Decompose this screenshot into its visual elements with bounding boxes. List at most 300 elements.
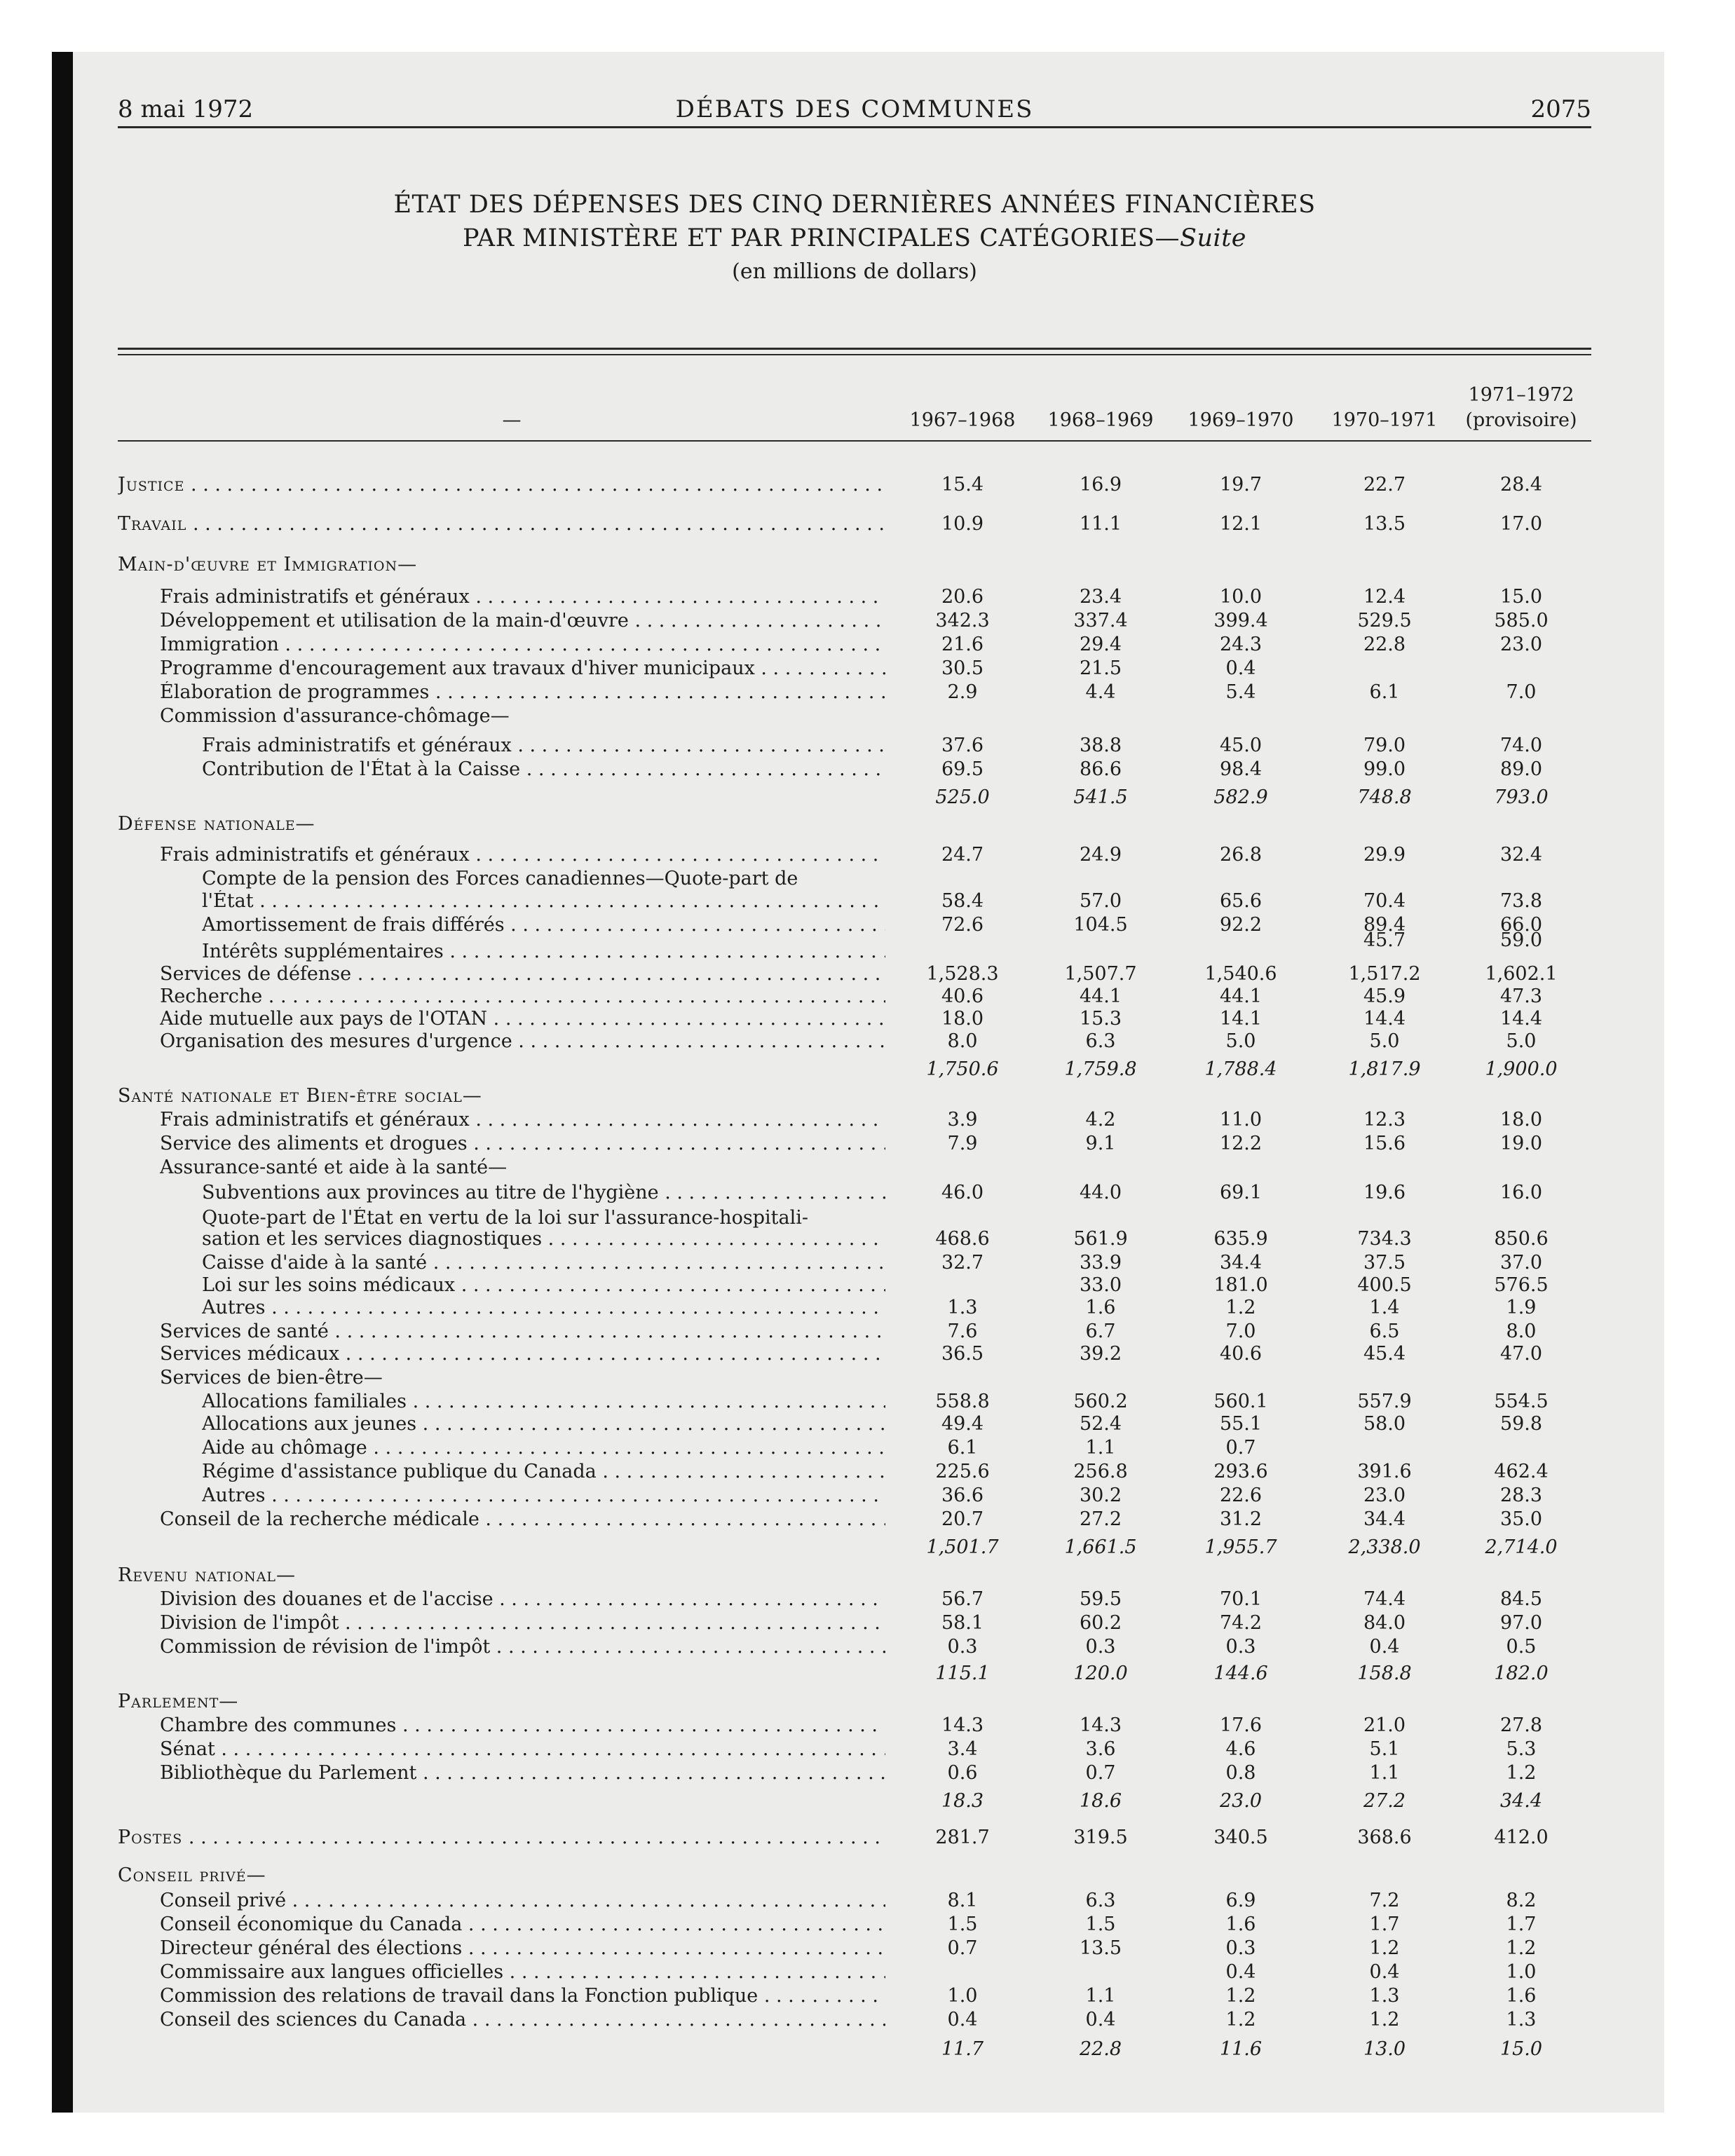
value-cell: 23.4: [1079, 586, 1122, 608]
value-cell: 225.6: [935, 1461, 990, 1482]
table-row: [118, 868, 1591, 890]
value-cell: 1.5: [1085, 1913, 1116, 1935]
value-cell: 144.6: [1213, 1663, 1268, 1684]
table-row: [118, 1321, 1591, 1343]
value-cell: 16.9: [1079, 474, 1122, 496]
value-cell: 1.3: [1506, 2009, 1537, 2031]
value-cell: 33.0: [1079, 1274, 1122, 1296]
col-header-1971: 1971–1972: [1468, 384, 1574, 406]
value-cell: 5.4: [1225, 681, 1256, 703]
value-cell: 412.0: [1494, 1827, 1549, 1848]
table-row: [118, 657, 1591, 680]
value-cell: 399.4: [1213, 610, 1268, 632]
title-subtitle: (en millions de dollars): [732, 259, 977, 284]
row-label: Aide au chômage . . .: [202, 1437, 885, 1459]
value-cell: 1,528.3: [926, 963, 999, 985]
department-heading: Revenu national—: [118, 1564, 297, 1586]
value-cell: 560.1: [1213, 1391, 1268, 1412]
value-cell: 49.4: [941, 1413, 984, 1435]
table-row: [118, 1636, 1591, 1658]
value-cell: 23.0: [1219, 1790, 1263, 1812]
value-cell: 84.0: [1363, 1612, 1406, 1634]
table-title: [118, 188, 1591, 289]
department-heading: Travail . . .: [118, 513, 885, 535]
department-heading: Conseil privé—: [118, 1864, 266, 1886]
value-cell: 9.1: [1085, 1133, 1116, 1154]
value-cell: 21.5: [1079, 657, 1122, 679]
value-cell: 2.9: [947, 681, 978, 703]
value-cell: 30.2: [1079, 1485, 1122, 1506]
row-label: Frais administratifs et généraux . . .: [202, 735, 885, 757]
value-cell: 99.0: [1363, 758, 1406, 780]
value-cell: 18.6: [1079, 1790, 1122, 1812]
value-cell: 2,714.0: [1485, 1536, 1558, 1558]
table-row: [118, 1157, 1591, 1179]
value-cell: 34.4: [1363, 1508, 1406, 1530]
value-cell: 86.6: [1079, 758, 1122, 780]
row-label: Assurance-santé et aide à la santé—: [160, 1157, 508, 1178]
table-row: [118, 634, 1591, 656]
value-cell: 26.8: [1219, 844, 1263, 866]
title-line-2: [118, 221, 1591, 255]
table-row: [118, 1937, 1591, 1960]
department-heading: Défense nationale—: [118, 813, 315, 835]
value-cell: 1,900.0: [1485, 1058, 1558, 1080]
value-cell: 79.0: [1363, 735, 1406, 756]
value-cell: 37.0: [1499, 1252, 1543, 1274]
value-cell: 14.1: [1219, 1008, 1263, 1030]
table-row: [118, 705, 1591, 728]
value-cell: 525.0: [935, 786, 990, 808]
value-cell: 0.4: [1369, 1636, 1400, 1658]
value-cell: 19.0: [1499, 1133, 1543, 1154]
value-cell: 22.8: [1079, 2038, 1122, 2060]
value-cell: 59.8: [1499, 1413, 1543, 1435]
value-cell: 59.0: [1499, 929, 1543, 951]
value-cell: 12.4: [1363, 586, 1406, 608]
table-row: [118, 813, 1591, 835]
row-label: Organisation des mesures d'urgence . . .: [160, 1030, 885, 1053]
col-header-provisional-note: (provisoire): [1465, 409, 1577, 431]
value-cell: 15.0: [1499, 586, 1543, 608]
value-cell: 0.4: [1085, 2009, 1116, 2031]
row-label: Régime d'assistance publique du Canada . . .: [202, 1461, 885, 1483]
row-label: Frais administratifs et généraux . . .: [160, 586, 885, 608]
value-cell: 74.4: [1363, 1588, 1406, 1610]
value-cell: 0.6: [947, 1762, 978, 1784]
value-cell: 0.5: [1506, 1636, 1537, 1658]
value-cell: 59.5: [1079, 1588, 1122, 1610]
value-cell: 6.1: [947, 1437, 978, 1459]
value-cell: 14.3: [941, 1714, 984, 1736]
value-cell: 391.6: [1357, 1461, 1412, 1482]
value-cell: 1,501.7: [926, 1536, 999, 1558]
department-heading: Postes . . .: [118, 1827, 885, 1849]
table-row: [118, 758, 1591, 781]
value-cell: 0.7: [1085, 1762, 1116, 1784]
value-cell: 57.0: [1079, 890, 1122, 912]
value-cell: 28.3: [1499, 1485, 1543, 1506]
table-row: [118, 1738, 1591, 1761]
row-label: Amortissement de frais différés . . .: [202, 914, 885, 936]
row-label: Services de bien-être—: [160, 1367, 383, 1389]
table-row: [118, 890, 1591, 913]
table-row: [118, 1085, 1591, 1107]
value-cell: 554.5: [1494, 1391, 1549, 1412]
value-cell: 4.4: [1085, 681, 1116, 703]
row-label: Élaboration de programmes . . .: [160, 681, 885, 704]
row-label: Directeur général des élections . . .: [160, 1937, 885, 1960]
value-cell: 13.0: [1363, 2038, 1406, 2060]
value-cell: 18.3: [941, 1790, 984, 1812]
row-label: Commission des relations de travail dans la Fonction publique . . .: [160, 1985, 885, 2007]
subtotal-row: [118, 1536, 1591, 1559]
row-label: Contribution de l'État à la Caisse . . .: [202, 758, 885, 781]
value-cell: 40.6: [1219, 1343, 1263, 1365]
value-cell: 33.9: [1079, 1252, 1122, 1274]
row-label: Bibliothèque du Parlement . . .: [160, 1762, 885, 1785]
value-cell: 22.6: [1219, 1485, 1263, 1506]
value-cell: 3.4: [947, 1738, 978, 1760]
value-cell: 0.3: [1085, 1636, 1116, 1658]
value-cell: 342.3: [935, 610, 990, 632]
table-row: [118, 1133, 1591, 1155]
table-row: [118, 610, 1591, 632]
row-label: Recherche . . .: [160, 985, 885, 1008]
value-cell: 70.4: [1363, 890, 1406, 912]
table-row: [118, 1985, 1591, 2007]
table-row: [118, 1961, 1591, 1984]
table-row: [118, 1762, 1591, 1785]
title-suite: Suite: [1180, 224, 1247, 252]
table-row: [118, 1252, 1591, 1274]
value-cell: 5.1: [1369, 1738, 1400, 1760]
value-cell: 32.4: [1499, 844, 1543, 866]
subtotal-row: [118, 1663, 1591, 1685]
row-label: Conseil des sciences du Canada . . .: [160, 2009, 885, 2031]
row-label: Intérêts supplémentaires . . .: [202, 941, 885, 963]
row-label: Allocations aux jeunes . . .: [202, 1413, 885, 1435]
table-row: [118, 1413, 1591, 1435]
value-cell: 15.3: [1079, 1008, 1122, 1030]
value-cell: 0.4: [1225, 657, 1256, 679]
value-cell: 6.1: [1369, 681, 1400, 703]
value-cell: 29.9: [1363, 844, 1406, 866]
value-cell: 1,661.5: [1064, 1536, 1137, 1558]
value-cell: 748.8: [1357, 786, 1412, 808]
value-cell: 340.5: [1213, 1827, 1268, 1848]
value-cell: 1.0: [947, 1985, 978, 2007]
value-cell: 1.7: [1369, 1913, 1400, 1935]
running-head-date: 8 mai 1972: [118, 95, 254, 123]
value-cell: 1.1: [1369, 1762, 1400, 1784]
value-cell: 1.2: [1506, 1762, 1537, 1784]
value-cell: 70.1: [1219, 1588, 1263, 1610]
value-cell: 45.7: [1363, 929, 1406, 951]
value-cell: 19.7: [1219, 474, 1263, 496]
table-row: [118, 1109, 1591, 1131]
value-cell: 34.4: [1219, 1252, 1263, 1274]
value-cell: 8.0: [947, 1030, 978, 1052]
value-cell: 256.8: [1073, 1461, 1128, 1482]
value-cell: 1.2: [1225, 2009, 1256, 2031]
value-cell: 34.4: [1499, 1790, 1543, 1812]
table-row: [118, 1485, 1591, 1507]
row-label: Commission d'assurance-chômage—: [160, 705, 510, 727]
value-cell: 37.6: [941, 735, 984, 756]
value-cell: 29.4: [1079, 634, 1122, 655]
value-cell: 47.3: [1499, 985, 1543, 1007]
value-cell: 293.6: [1213, 1461, 1268, 1482]
value-cell: 44.0: [1079, 1182, 1122, 1203]
value-cell: 793.0: [1494, 786, 1549, 808]
value-cell: 181.0: [1213, 1274, 1268, 1296]
value-cell: 11.7: [941, 2038, 984, 2060]
value-cell: 0.3: [1225, 1937, 1256, 1959]
department-heading: Justice . . .: [118, 474, 885, 496]
value-cell: 60.2: [1079, 1612, 1122, 1634]
value-cell: 30.5: [941, 657, 984, 679]
value-cell: 15.6: [1363, 1133, 1406, 1154]
value-cell: 98.4: [1219, 758, 1263, 780]
row-label: Services de santé . . .: [160, 1321, 885, 1343]
value-cell: 120.0: [1073, 1663, 1128, 1684]
value-cell: 52.4: [1079, 1413, 1122, 1435]
value-cell: 44.1: [1219, 985, 1263, 1007]
value-cell: 10.9: [941, 513, 984, 535]
value-cell: 36.6: [941, 1485, 984, 1506]
row-label: Immigration . . .: [160, 634, 885, 656]
value-cell: 12.3: [1363, 1109, 1406, 1131]
value-cell: 38.8: [1079, 735, 1122, 756]
value-cell: 1,602.1: [1485, 963, 1558, 985]
table-row: [118, 941, 1591, 963]
value-cell: 5.0: [1369, 1030, 1400, 1052]
value-cell: 74.2: [1219, 1612, 1263, 1634]
value-cell: 7.0: [1225, 1321, 1256, 1342]
table-row: [118, 513, 1591, 535]
row-label: Conseil économique du Canada . . .: [160, 1913, 885, 1936]
value-cell: 24.3: [1219, 634, 1263, 655]
value-cell: 89.0: [1499, 758, 1543, 780]
table-row: [118, 963, 1591, 985]
value-cell: 1,759.8: [1064, 1058, 1137, 1080]
value-cell: 66.0: [1499, 914, 1543, 936]
title-line-2-main: PAR MINISTÈRE ET PAR PRINCIPALES CATÉGORIES—: [462, 224, 1181, 252]
value-cell: 561.9: [1073, 1228, 1128, 1250]
row-label: Allocations familiales . . .: [202, 1391, 885, 1413]
value-cell: 1,540.6: [1204, 963, 1277, 985]
value-cell: 31.2: [1219, 1508, 1263, 1530]
value-cell: 89.4: [1363, 914, 1406, 936]
value-cell: 17.6: [1219, 1714, 1263, 1736]
table-row: [118, 554, 1591, 576]
value-cell: 14.4: [1499, 1008, 1543, 1030]
table-top-rule: [118, 348, 1591, 350]
value-cell: 319.5: [1073, 1827, 1128, 1848]
row-label: Division des douanes et de l'accise . . .: [160, 1588, 885, 1611]
row-label: Sénat . . .: [160, 1738, 885, 1761]
value-cell: 1,750.6: [926, 1058, 999, 1080]
row-label: Aide mutuelle aux pays de l'OTAN . . .: [160, 1008, 885, 1030]
value-cell: 27.2: [1363, 1790, 1406, 1812]
value-cell: 14.3: [1079, 1714, 1122, 1736]
row-label: Services médicaux . . .: [160, 1343, 885, 1365]
value-cell: 558.8: [935, 1391, 990, 1412]
row-label: Commission de révision de l'impôt . . .: [160, 1636, 885, 1658]
value-cell: 0.4: [1369, 1961, 1400, 1983]
value-cell: 23.0: [1363, 1485, 1406, 1506]
value-cell: 0.3: [947, 1636, 978, 1658]
value-cell: 541.5: [1073, 786, 1128, 808]
value-cell: 72.6: [941, 914, 984, 936]
row-label: l'État . . .: [202, 890, 885, 913]
value-cell: 5.0: [1225, 1030, 1256, 1052]
row-label: Compte de la pension des Forces canadiennes—Quote-part de: [202, 868, 798, 889]
value-cell: 23.0: [1499, 634, 1543, 655]
value-cell: 1.9: [1506, 1297, 1537, 1318]
value-cell: 15.4: [941, 474, 984, 496]
table-row: [118, 1182, 1591, 1204]
table-row: [118, 1588, 1591, 1611]
row-label: Service des aliments et drogues . . .: [160, 1133, 885, 1155]
value-cell: 5.3: [1506, 1738, 1537, 1760]
value-cell: 0.7: [1225, 1437, 1256, 1459]
value-cell: 0.7: [947, 1937, 978, 1959]
row-label: Conseil privé . . .: [160, 1890, 885, 1912]
value-cell: 73.8: [1499, 890, 1543, 912]
value-cell: 47.0: [1499, 1343, 1543, 1365]
value-cell: 104.5: [1073, 914, 1128, 936]
value-cell: 27.2: [1079, 1508, 1122, 1530]
value-cell: 7.2: [1369, 1890, 1400, 1911]
value-cell: 1.2: [1225, 1985, 1256, 2007]
value-cell: 74.0: [1499, 735, 1543, 756]
col-header-1970: 1970–1971: [1331, 409, 1438, 431]
value-cell: 58.0: [1363, 1413, 1406, 1435]
value-cell: 8.1: [947, 1890, 978, 1911]
header-bottom-rule: [118, 440, 1591, 442]
row-label: Quote-part de l'État en vertu de la loi sur l'assurance-hospitali-: [202, 1207, 808, 1229]
value-cell: 1.2: [1369, 2009, 1400, 2031]
table-row: [118, 1691, 1591, 1713]
subtotal-row: [118, 786, 1591, 809]
value-cell: 28.4: [1499, 474, 1543, 496]
value-cell: 0.4: [947, 2009, 978, 2031]
value-cell: 55.1: [1219, 1413, 1263, 1435]
row-label: Frais administratifs et généraux . . .: [160, 844, 885, 866]
value-cell: 8.2: [1506, 1890, 1537, 1911]
row-label: Loi sur les soins médicaux . . .: [202, 1274, 885, 1297]
value-cell: 92.2: [1219, 914, 1263, 936]
value-cell: 6.5: [1369, 1321, 1400, 1342]
row-label: Subventions aux provinces au titre de l'hygiène . . .: [202, 1182, 885, 1204]
value-cell: 0.3: [1225, 1636, 1256, 1658]
col-header-1967: 1967–1968: [909, 409, 1016, 431]
row-label: Commissaire aux langues officielles . . .: [160, 1961, 885, 1984]
table-row: [118, 735, 1591, 757]
value-cell: 58.4: [941, 890, 984, 912]
value-cell: 6.3: [1085, 1890, 1116, 1911]
table-row: [118, 1564, 1591, 1587]
value-cell: 56.7: [941, 1588, 984, 1610]
value-cell: 69.5: [941, 758, 984, 780]
table-row: [118, 1890, 1591, 1912]
running-head: [118, 90, 1591, 128]
value-cell: 40.6: [941, 985, 984, 1007]
value-cell: 46.0: [941, 1182, 984, 1203]
value-cell: 182.0: [1494, 1663, 1549, 1684]
table-row: [118, 1508, 1591, 1531]
row-label: Conseil de la recherche médicale . . .: [160, 1508, 885, 1531]
value-cell: 1,817.9: [1348, 1058, 1421, 1080]
value-cell: 11.0: [1219, 1109, 1263, 1131]
value-cell: 2,338.0: [1348, 1536, 1421, 1558]
value-cell: 12.2: [1219, 1133, 1263, 1154]
value-cell: 14.4: [1363, 1008, 1406, 1030]
value-cell: 45.4: [1363, 1343, 1406, 1365]
row-label: Division de l'impôt . . .: [160, 1612, 885, 1635]
value-cell: 13.5: [1079, 1937, 1122, 1959]
value-cell: 27.8: [1499, 1714, 1543, 1736]
table-row: [118, 474, 1591, 496]
value-cell: 368.6: [1357, 1827, 1412, 1848]
table-row: [118, 681, 1591, 704]
value-cell: 1.1: [1085, 1437, 1116, 1459]
subtotal-row: [118, 1058, 1591, 1081]
table-row: [118, 1612, 1591, 1635]
value-cell: 1.4: [1369, 1297, 1400, 1318]
value-cell: 7.9: [947, 1133, 978, 1154]
subtotal-row: [118, 1790, 1591, 1813]
col-header-1969: 1969–1970: [1188, 409, 1294, 431]
department-heading: Santé nationale et Bien-être social—: [118, 1085, 482, 1107]
row-label: Autres . . .: [202, 1485, 885, 1507]
table-top-rule-2: [118, 354, 1591, 355]
table-row: [118, 1864, 1591, 1887]
table-row: [118, 1367, 1591, 1389]
table-row: [118, 985, 1591, 1008]
value-cell: 400.5: [1357, 1274, 1412, 1296]
value-cell: 13.5: [1363, 513, 1406, 535]
value-cell: 24.9: [1079, 844, 1122, 866]
row-label: Autres . . .: [202, 1297, 885, 1319]
table-row: [118, 586, 1591, 608]
value-cell: 24.7: [941, 844, 984, 866]
value-cell: 1.6: [1506, 1985, 1537, 2007]
table-row: [118, 1274, 1591, 1297]
value-cell: 462.4: [1494, 1461, 1549, 1482]
value-cell: 37.5: [1363, 1252, 1406, 1274]
department-heading: Main-d'œuvre et Immigration—: [118, 554, 418, 575]
table-row: [118, 1461, 1591, 1483]
value-cell: 36.5: [941, 1343, 984, 1365]
row-label: Programme d'encouragement aux travaux d'hiver municipaux . . .: [160, 657, 885, 680]
value-cell: 557.9: [1357, 1391, 1412, 1412]
value-cell: 4.2: [1085, 1109, 1116, 1131]
title-line-1: ÉTAT DES DÉPENSES DES CINQ DERNIÈRES ANNÉES FINANCIÈRES: [393, 191, 1316, 219]
table-row: [118, 1228, 1591, 1250]
table-row: [118, 2009, 1591, 2031]
row-label: Caisse d'aide à la santé . . .: [202, 1252, 885, 1274]
value-cell: 1.2: [1506, 1937, 1537, 1959]
value-cell: 69.1: [1219, 1182, 1263, 1203]
value-cell: 1.0: [1506, 1961, 1537, 1983]
value-cell: 1.3: [947, 1297, 978, 1318]
row-label: Frais administratifs et généraux . . .: [160, 1109, 885, 1131]
value-cell: 1,517.2: [1348, 963, 1421, 985]
value-cell: 1,788.4: [1204, 1058, 1277, 1080]
